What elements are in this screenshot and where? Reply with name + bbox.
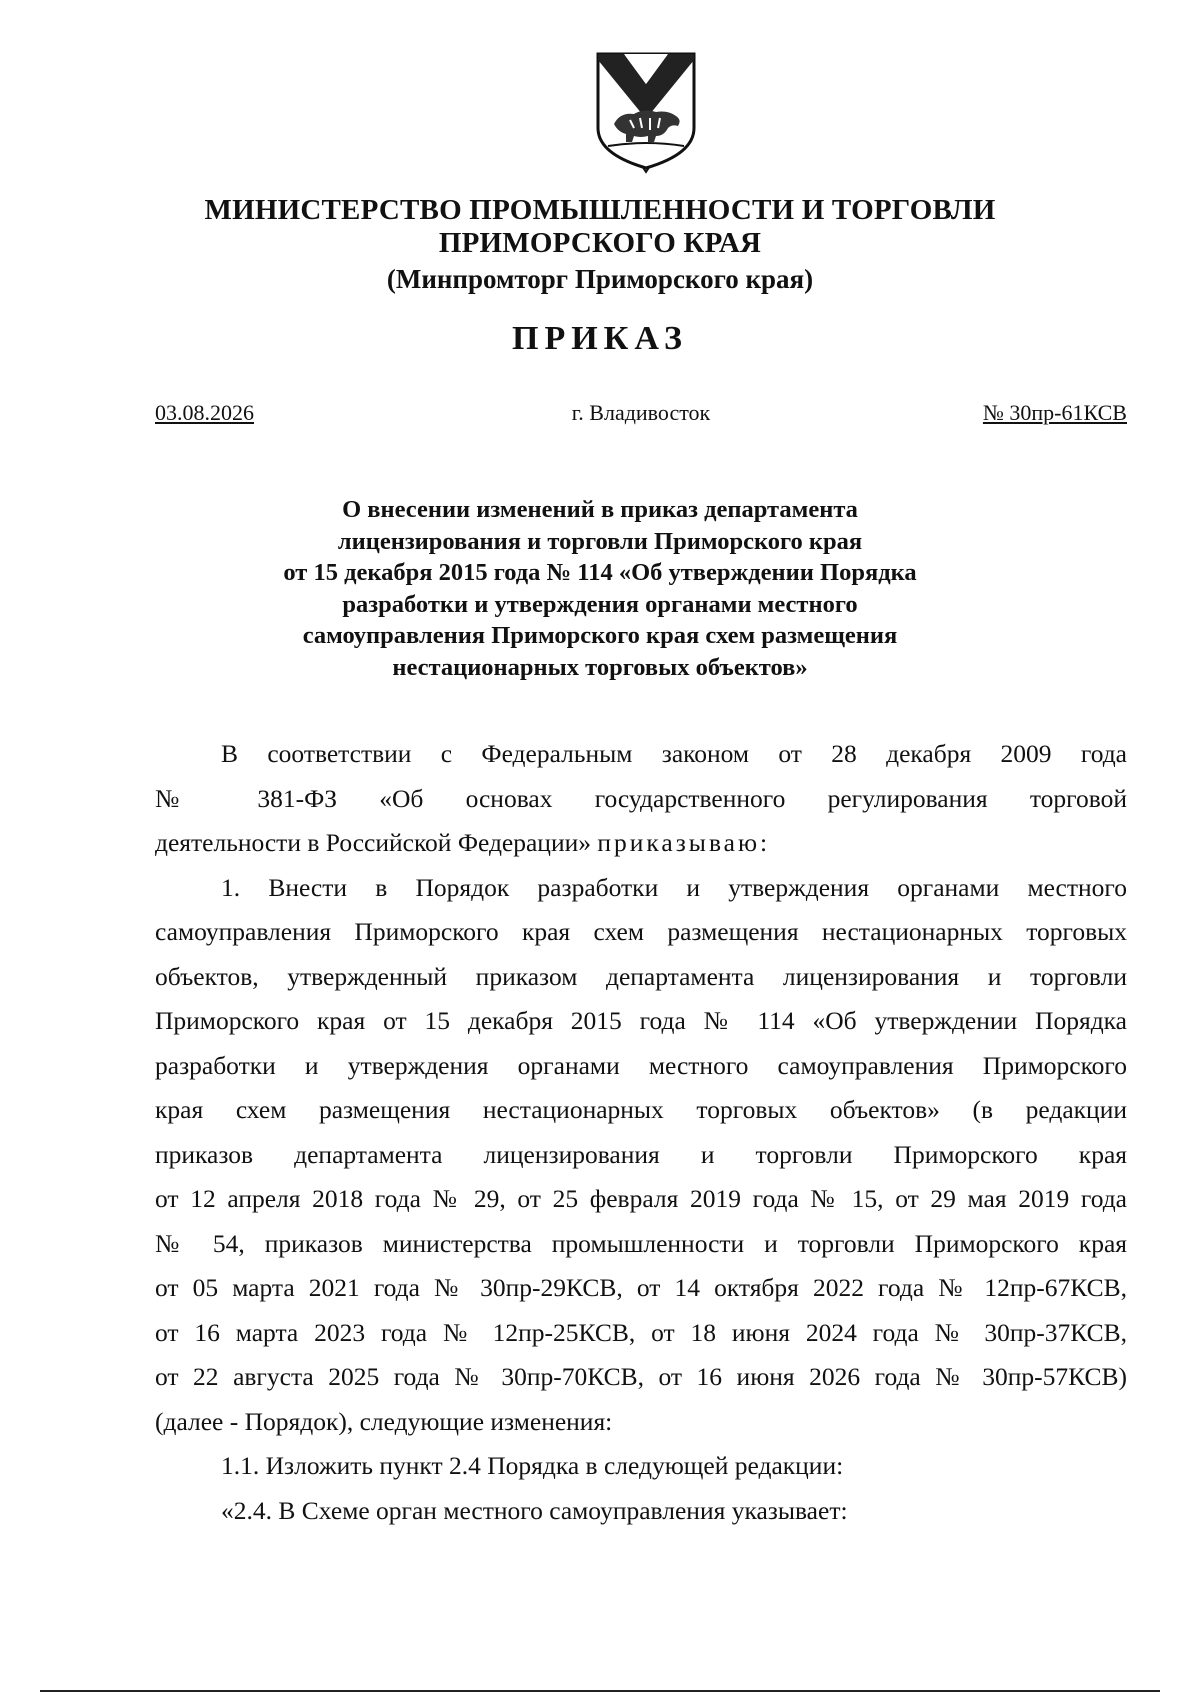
body-line: от 12 апреля 2018 года № 29, от 25 февраля 2019 года № 15, от 29 мая 2019 года [155,1184,1127,1213]
document-date: 03.08.2026 [155,400,254,425]
ministry-name-line1: МИНИСТЕРСТВО ПРОМЫШЛЕННОСТИ И ТОРГОВЛИ [204,194,996,226]
body-line: от 05 марта 2021 года № 30пр-29КСВ, от 14 октября 2022 года № 12пр-67КСВ, [155,1273,1127,1302]
order-title [200,494,1000,683]
body-line: приказов департамента лицензирования и торговли Приморского края [155,1139,1127,1169]
title-line: О внесении изменений в приказ департамента [342,496,858,523]
document-city: г. Владивосток [571,400,711,425]
ministry-short-name: (Минпромторг Приморского края) [386,264,814,294]
body-line: № 54, приказов министерства промышленности и торговли Приморского края [155,1228,1127,1258]
ministry-name-line2: ПРИМОРСКОГО КРАЯ [438,227,762,259]
body-line: Приморского края от 15 декабря 2015 года № 114 «Об утверждении Порядка [155,1006,1127,1035]
body-text: деятельности в Российской Федерации» [155,828,598,857]
body-line: края схем размещения нестационарных торговых объектов» (в редакции [155,1095,1127,1124]
body-line: «2.4. В Схеме орган местного самоуправления указывает: [221,1495,848,1525]
title-line: разработки и утверждения органами местного [342,590,858,618]
title-line: лицензирования и торговли Приморского края [337,527,863,555]
title-line: нестационарных торговых объектов» [392,653,808,681]
coat-of-arms-icon [594,50,698,174]
page-bottom-rule [40,1690,1160,1692]
body-line: объектов, утвержденный приказом департамента лицензирования и торговли [155,961,1127,991]
document-type: ПРИКАЗ [512,320,688,357]
body-line: от 16 марта 2023 года № 12пр-25КСВ, от 18 июня 2024 года № 30пр-37КСВ, [155,1317,1127,1347]
order-keyword: приказываю: [597,828,771,857]
document-number: № 30пр-61КСВ [982,400,1127,425]
body-line: № 381-ФЗ «Об основах государственного регулирования торговой [155,783,1127,813]
ministry-header [0,194,1200,296]
body-line: 1.1. Изложить пункт 2.4 Порядка в следующей редакции: [221,1451,844,1480]
title-line: от 15 декабря 2015 года № 114 «Об утверждении Порядка [283,559,917,586]
order-body [155,732,1127,1533]
title-line: самоуправления Приморского края схем размещения [302,622,898,649]
body-line: 1. Внести в Порядок разработки и утверждения органами местного [221,872,1127,902]
body-line: В соответствии с Федеральным законом от 28 декабря 2009 года [221,739,1127,768]
body-line [155,821,1127,866]
body-line: от 22 августа 2025 года № 30пр-70КСВ, от 16 июня 2026 года № 30пр-57КСВ) [155,1362,1127,1391]
document-meta [155,400,1127,430]
body-line: разработки и утверждения органами местного самоуправления Приморского [155,1050,1127,1080]
body-line: (далее - Порядок), следующие изменения: [155,1406,613,1436]
body-line: самоуправления Приморского края схем размещения нестационарных торговых [155,917,1127,946]
